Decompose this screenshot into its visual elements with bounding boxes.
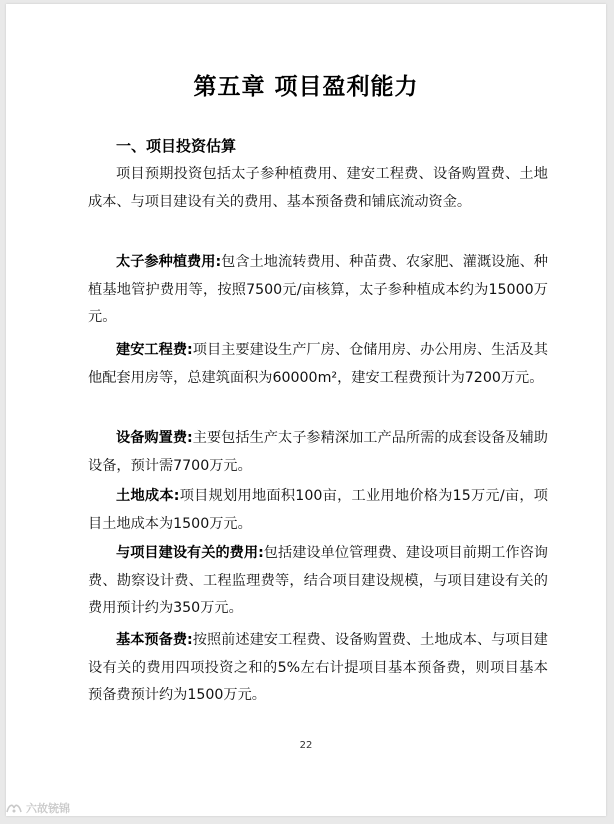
paragraph-planting-cost [88,249,548,332]
paragraph-text: 包含土地流转费用、种苗费、农家肥、灌溉设施、种植基地管护费用等，按照7500元/亩核算，太子参种植成本约为15000万元。 [88,254,548,325]
paragraph-lead: 土地成本: [116,488,180,504]
paragraph-text: 按照前述建安工程费、设备购置费、土地成本、与项目建设有关的费用四项投资之和的5%左右计提项目基本预备费，则项目基本预备费预计约为1500万元。 [88,632,548,703]
paragraph-text: 包括建设单位管理费、建设项目前期工作咨询费、勘察设计费、工程监理费等，结合项目建设规模，与项目建设有关的费用预计约为350万元。 [88,545,548,616]
document-page [6,4,606,816]
paragraph-lead: 建安工程费: [116,342,193,358]
paragraph-land-cost [88,483,548,538]
section-heading: 一、项目投资估算 [116,137,237,155]
page-number: 22 [299,740,313,751]
chapter-title: 第五章 项目盈利能力 [193,73,419,100]
paragraph-overview [88,161,548,216]
paragraph-text: 项目主要建设生产厂房、仓储用房、办公用房、生活及其他配套用房等，总建筑面积为60000m²，建安工程费预计为7200万元。 [88,342,548,386]
brand-logo-icon [6,802,22,814]
paragraph-text: 项目规划用地面积100亩，工业用地价格为15万元/亩，项目土地成本为1500万元。 [88,488,548,532]
paragraph-text: 主要包括生产太子参精深加工产品所需的成套设备及辅助设备，预计需7700万元。 [88,430,548,474]
paragraph-lead: 太子参种植费用: [116,254,222,270]
paragraph-related-cost [88,540,548,623]
watermark-text: 六故铳锦 [26,802,70,815]
paragraph-text: 项目预期投资包括太子参种植费用、建安工程费、设备购置费、土地成本、与项目建设有关的费用、基本预备费和铺底流动资金。 [88,166,548,210]
paragraph-lead: 与项目建设有关的费用: [116,545,264,561]
paragraph-contingency [88,627,548,710]
paragraph-lead: 基本预备费: [116,632,193,648]
watermark [6,800,70,816]
paragraph-equipment-cost [88,425,548,480]
paragraph-construction-cost [88,337,548,392]
paragraph-lead: 设备购置费: [116,430,193,446]
